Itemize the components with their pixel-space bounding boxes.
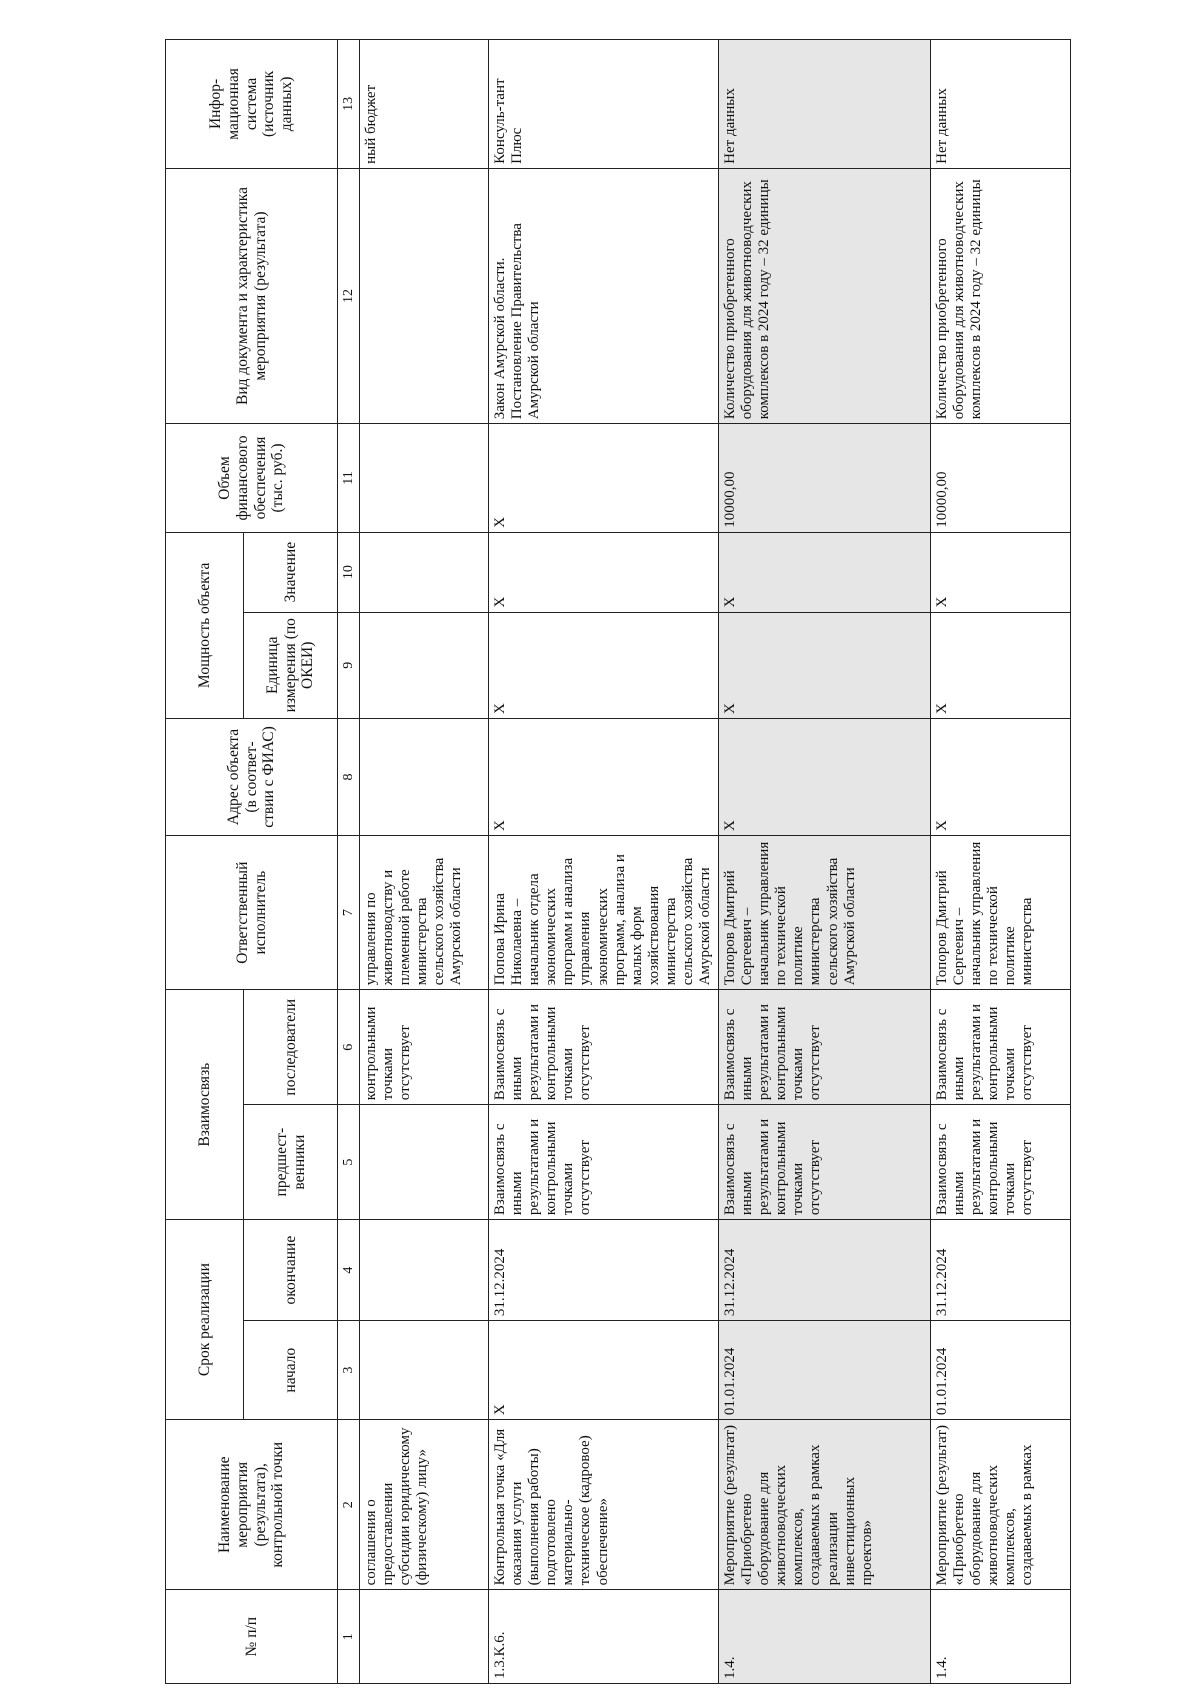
cell-info: Консуль-тант Плюс [489, 40, 719, 169]
header-row-1 [166, 40, 244, 1684]
cell-name: Контрольная точка «Для оказания услуги (выполнения работы) подготовлено материально-техническое (кадровое) обеспечение» [489, 1420, 719, 1590]
cell-end: 31.12.2024 [931, 1220, 1071, 1321]
cell-doc: Закон Амурской области. Постановление Правительства Амурской области [489, 168, 719, 423]
cell-finance: X [489, 424, 719, 533]
header-link: Взаимосвязь [166, 990, 244, 1220]
rotated-table-wrapper [165, 39, 1070, 1684]
col-number: 10 [338, 532, 360, 612]
column-numbers-row [338, 40, 360, 1684]
cell-succ: Взаимосвязь с иными результатами и контрольными точками отсутствует [489, 990, 719, 1105]
header-link-succ: последователи [244, 990, 338, 1105]
cell-info: Нет данных [719, 40, 931, 169]
cell-start: X [489, 1321, 719, 1420]
cell-value: X [489, 532, 719, 612]
cell-address [360, 718, 489, 835]
header-no: № п/п [166, 1590, 338, 1684]
table-row [719, 40, 931, 1684]
cell-start: 01.01.2024 [931, 1321, 1071, 1420]
cell-doc [360, 168, 489, 423]
cell-unit: X [931, 612, 1071, 718]
cell-address: X [931, 718, 1071, 835]
cell-unit [360, 612, 489, 718]
header-doc: Вид документа и характеристика мероприятия (результата) [166, 168, 338, 423]
table-row [360, 40, 489, 1684]
col-number: 6 [338, 990, 360, 1105]
cell-name: Мероприятие (результат) «Приобретено оборудование для животноводческих комплексов, создаваемых в рамках [931, 1420, 1071, 1590]
cell-pred [360, 1105, 489, 1220]
header-term: Срок реализации [166, 1220, 244, 1420]
cell-start [360, 1321, 489, 1420]
cell-finance: 10000,00 [931, 424, 1071, 533]
col-number: 5 [338, 1105, 360, 1220]
cell-finance [360, 424, 489, 533]
cell-no: 1.4. [931, 1590, 1071, 1684]
cell-resp: Попова Ирина Николаевна – начальник отдела экономических программ и анализа управления экономических программ, анализа и малых форм хозяйствования министерства сельского хозяйства Амурской области [489, 836, 719, 990]
cell-end: 31.12.2024 [719, 1220, 931, 1321]
col-number: 8 [338, 718, 360, 835]
cell-resp: управления по животноводству и племенной работе министерства сельского хозяйства Амурской области [360, 836, 489, 990]
col-number: 7 [338, 836, 360, 990]
cell-value: X [931, 532, 1071, 612]
col-number: 2 [338, 1420, 360, 1590]
cell-pred: Взаимосвязь с иными результатами и контрольными точками отсутствует [489, 1105, 719, 1220]
col-number: 12 [338, 168, 360, 423]
cell-no: 1.4. [719, 1590, 931, 1684]
col-number: 3 [338, 1321, 360, 1420]
cell-doc: Количество приобретенного оборудования для животноводческих комплексов в 2024 году – 32 единицы [719, 168, 931, 423]
cell-unit: X [719, 612, 931, 718]
cell-info: ный бюджет [360, 40, 489, 169]
cell-name: Мероприятие (результат) «Приобретено оборудование для животноводческих комплексов, создаваемых в рамках реализации инвестиционных проектов» [719, 1420, 931, 1590]
cell-doc: Количество приобретенного оборудования для животноводческих комплексов в 2024 году – 32 единицы [931, 168, 1071, 423]
col-number: 1 [338, 1590, 360, 1684]
header-resp: Ответственный исполнитель [166, 836, 338, 990]
header-name: Наименование мероприятия (результата), контрольной точки [166, 1420, 338, 1590]
cell-info: Нет данных [931, 40, 1071, 169]
cell-resp: Топоров Дмитрий Сергеевич – начальник управления по технической политике министерства сельского хозяйства Амурской области [719, 836, 931, 990]
cell-end: 31.12.2024 [489, 1220, 719, 1321]
cell-succ: Взаимосвязь с иными результатами и контрольными точками отсутствует [719, 990, 931, 1105]
cell-address: X [719, 718, 931, 835]
cell-finance: 10000,00 [719, 424, 931, 533]
header-term-start: начало [244, 1321, 338, 1420]
cell-no: 1.3.К.6. [489, 1590, 719, 1684]
cell-address: X [489, 718, 719, 835]
table-row [931, 40, 1071, 1684]
header-power-unit: Единица измерения (по ОКЕИ) [244, 612, 338, 718]
header-term-end: окончание [244, 1220, 338, 1321]
col-number: 13 [338, 40, 360, 169]
header-power-value: Значение [244, 532, 338, 612]
cell-succ: контрольными точками отсутствует [360, 990, 489, 1105]
cell-pred: Взаимосвязь с иными результатами и контрольными точками отсутствует [719, 1105, 931, 1220]
cell-name: соглашения о предоставлении субсидии юридическому (физическому) лицу» [360, 1420, 489, 1590]
activities-table [165, 39, 1071, 1684]
header-address: Адрес объекта (в соответ-ствии с ФИАС) [166, 718, 338, 835]
cell-unit: X [489, 612, 719, 718]
cell-resp: Топоров Дмитрий Сергеевич – начальник управления по технической политике министерства [931, 836, 1071, 990]
cell-value [360, 532, 489, 612]
header-power: Мощность объекта [166, 532, 244, 718]
col-number: 9 [338, 612, 360, 718]
header-finance: Объем финансового обеспечения (тыс. руб.) [166, 424, 338, 533]
cell-value: X [719, 532, 931, 612]
col-number: 11 [338, 424, 360, 533]
cell-start: 01.01.2024 [719, 1321, 931, 1420]
cell-succ: Взаимосвязь с иными результатами и контрольными точками отсутствует [931, 990, 1071, 1105]
col-number: 4 [338, 1220, 360, 1321]
header-link-pred: предшест-венники [244, 1105, 338, 1220]
cell-no [360, 1590, 489, 1684]
table-row [489, 40, 719, 1684]
cell-end [360, 1220, 489, 1321]
cell-pred: Взаимосвязь с иными результатами и контрольными точками отсутствует [931, 1105, 1071, 1220]
header-info: Инфор-мационная система (источник данных) [166, 40, 338, 169]
